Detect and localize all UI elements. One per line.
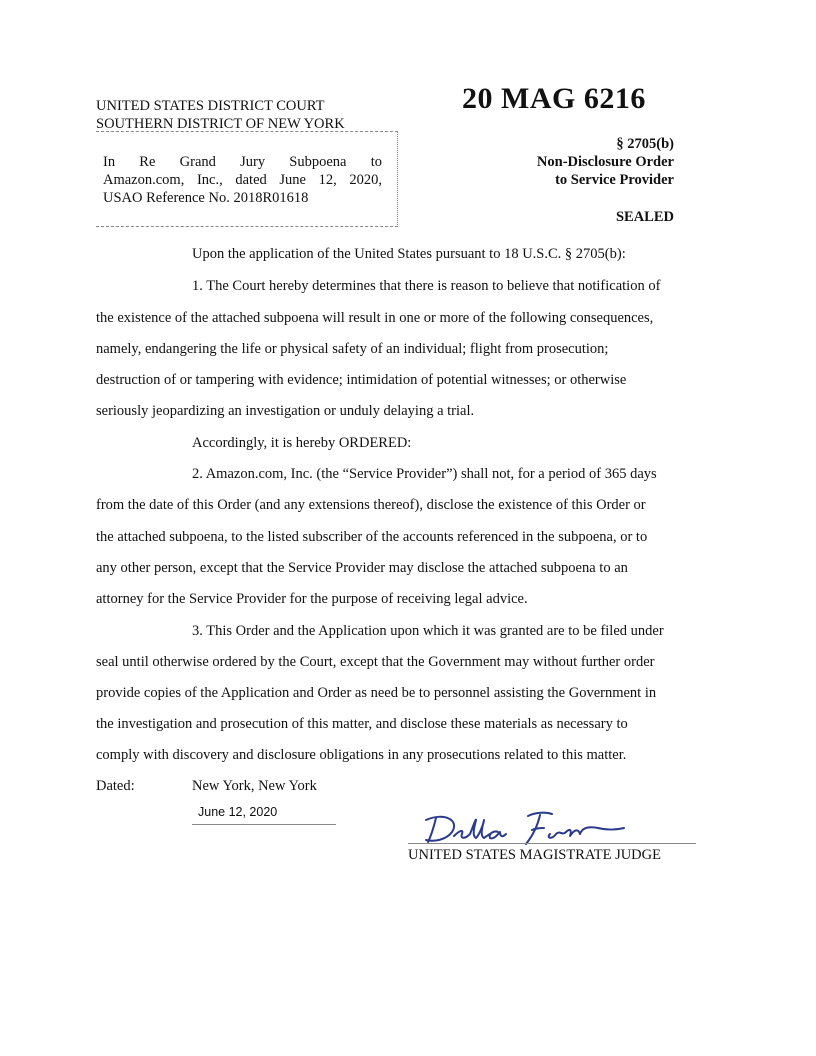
paragraph-2-line-5: attorney for the Service Provider for the purpose of receiving legal advice. <box>96 591 528 607</box>
date-value: June 12, 2020 <box>198 805 278 819</box>
paragraph-3-line-2: seal until otherwise ordered by the Court, except that the Government may without further order <box>96 654 655 670</box>
ordered-line: Accordingly, it is hereby ORDERED: <box>192 435 412 451</box>
paragraph-3-line-4: the investigation and prosecution of this matter, and disclose these materials as necessary to <box>96 716 628 732</box>
sealed-label: SEALED <box>615 209 674 225</box>
court-name-line-2: SOUTHERN DISTRICT OF NEW YORK <box>96 116 345 132</box>
order-title-line-2: to Service Provider <box>555 172 674 188</box>
paragraph-2-line-4: any other person, except that the Service Provider may disclose the attached subpoena to an <box>96 560 628 576</box>
caption-line-1: In Re Grand Jury Subpoena to <box>103 154 382 170</box>
judge-signature <box>420 806 630 848</box>
paragraph-3-line-3: provide copies of the Application and Order as need be to personnel assisting the Government in <box>96 685 657 701</box>
case-number: 20 MAG 6216 <box>462 82 646 115</box>
judge-title: UNITED STATES MAGISTRATE JUDGE <box>408 847 661 863</box>
paragraph-1-line-4: destruction of or tampering with evidence; intimidation of potential witnesses; or otherwise <box>96 372 627 388</box>
paragraph-1-line-2: the existence of the attached subpoena will result in one or more of the following consequences, <box>96 310 654 326</box>
caption-line-3: USAO Reference No. 2018R01618 <box>103 190 309 206</box>
paragraph-3-line-1: 3. This Order and the Application upon which it was granted are to be filed under <box>192 623 664 639</box>
court-name-line-1: UNITED STATES DISTRICT COURT <box>96 98 325 114</box>
intro-paragraph: Upon the application of the United States pursuant to 18 U.S.C. § 2705(b): <box>192 246 626 262</box>
paragraph-1-line-3: namely, endangering the life or physical safety of an individual; flight from prosecution; <box>96 341 609 357</box>
paragraph-1-line-1: 1. The Court hereby determines that there is reason to believe that notification of <box>192 278 661 294</box>
caption-box <box>96 131 398 227</box>
order-title-line-1: Non-Disclosure Order <box>536 154 674 170</box>
dated-label: Dated: <box>96 778 135 794</box>
statute-reference: § 2705(b) <box>616 136 674 152</box>
caption-line-2: Amazon.com, Inc., dated June 12, 2020, <box>103 172 382 188</box>
dated-place: New York, New York <box>192 778 317 794</box>
paragraph-2-line-1: 2. Amazon.com, Inc. (the “Service Provider”) shall not, for a period of 365 days <box>192 466 657 482</box>
paragraph-2-line-3: the attached subpoena, to the listed subscriber of the accounts referenced in the subpoena, or to <box>96 529 648 545</box>
signature-line <box>408 843 696 844</box>
paragraph-1-line-5: seriously jeopardizing an investigation or unduly delaying a trial. <box>96 403 475 419</box>
case-caption <box>103 153 382 207</box>
paragraph-3-line-5: comply with discovery and disclosure obligations in any prosecutions related to this matter. <box>96 747 627 763</box>
paragraph-2-line-2: from the date of this Order (and any extensions thereof), disclose the existence of this Order or <box>96 497 646 513</box>
date-field[interactable] <box>192 803 336 825</box>
